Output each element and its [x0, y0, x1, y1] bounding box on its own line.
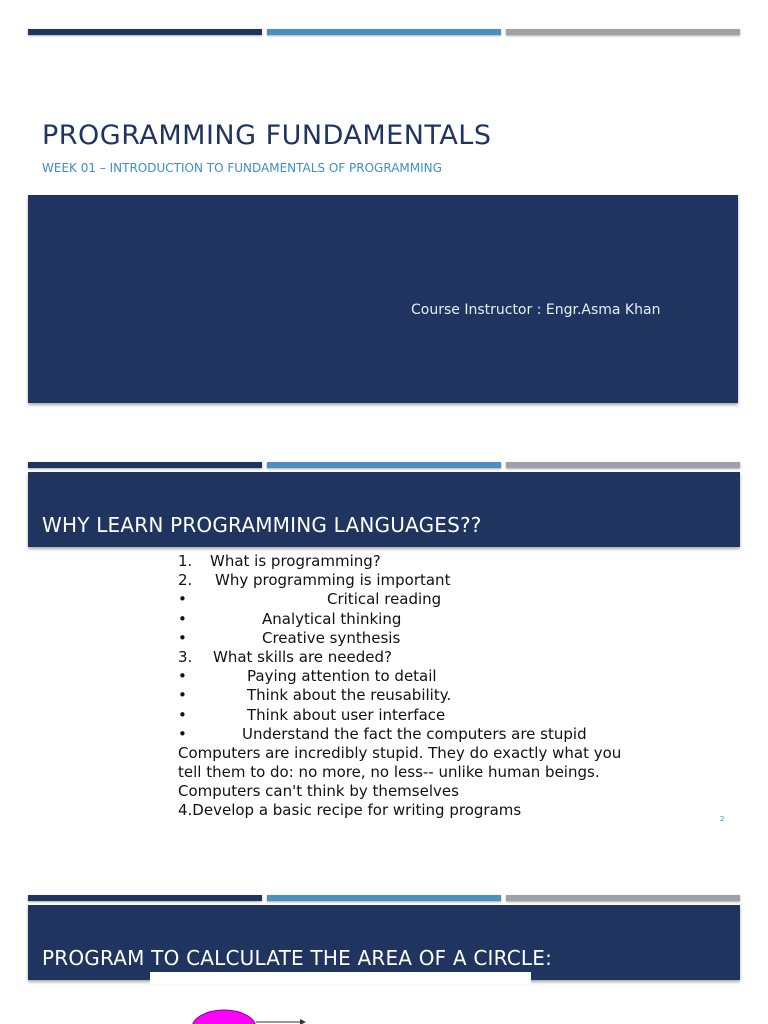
list-item-text: Creative synthesis — [262, 628, 401, 647]
bullet-marker: • — [178, 609, 187, 628]
list-item — [178, 648, 621, 667]
flowchart-start-icon — [190, 1008, 360, 1024]
list-item — [178, 744, 621, 763]
bullet-marker: • — [178, 686, 187, 705]
list-item — [178, 590, 621, 609]
list-item-text: Understand the fact the computers are stupid — [242, 724, 587, 743]
accent-bar-navy — [28, 29, 262, 35]
list-item-text: Computers are incredibly stupid. They do exactly what you — [178, 743, 622, 762]
list-item-text: What is programming? — [210, 552, 381, 570]
list-item — [178, 667, 621, 686]
list-item-text: tell them to do: no more, no less-- unlike human beings. — [178, 763, 600, 782]
list-item — [178, 686, 621, 705]
slide-heading: WHY LEARN PROGRAMMING LANGUAGES?? — [42, 513, 482, 537]
list-item — [178, 571, 621, 590]
list-item-text: Critical reading — [327, 590, 442, 609]
accent-bar-navy — [28, 895, 262, 901]
slide-subtitle: WEEK 01 – INTRODUCTION TO FUNDAMENTALS OF PROGRAMMING — [42, 161, 442, 175]
bullet-marker: • — [178, 724, 187, 743]
list-item — [178, 552, 621, 571]
list-item-text: Paying attention to detail — [247, 667, 437, 686]
list-item — [178, 763, 621, 782]
bullet-marker: • — [178, 705, 187, 724]
list-item — [178, 610, 621, 629]
bullet-marker: • — [178, 590, 187, 609]
list-item-text: Analytical thinking — [262, 609, 402, 628]
list-item-text: 4.Develop a basic recipe for writing programs — [178, 801, 522, 820]
bullet-marker: • — [178, 628, 187, 647]
accent-bar-blue — [267, 29, 501, 35]
list-marker: 3. — [178, 647, 193, 666]
list-item-text: Think about the reusability. — [247, 686, 452, 705]
course-instructor: Course Instructor : Engr.Asma Khan — [411, 302, 661, 318]
page-number: 2 — [720, 815, 725, 823]
list-marker: 1. — [178, 552, 193, 570]
list-marker: 2. — [178, 571, 193, 590]
title-banner — [28, 195, 738, 403]
list-item — [178, 801, 621, 820]
list-item-text: Why programming is important — [215, 571, 451, 590]
list-item — [178, 629, 621, 648]
slide-title: PROGRAMMING FUNDAMENTALS — [42, 120, 492, 151]
content-overlay — [150, 972, 531, 984]
accent-bar-gray — [506, 895, 740, 901]
list-item — [178, 706, 621, 725]
accent-bar-blue — [267, 462, 501, 468]
accent-bar-gray — [506, 29, 740, 35]
accent-bar-blue — [267, 895, 501, 901]
list-item-text: Think about user interface — [247, 705, 446, 724]
bullet-marker: • — [178, 667, 187, 686]
content-list — [178, 552, 621, 821]
slide-heading: PROGRAM TO CALCULATE THE AREA OF A CIRCLE: — [42, 946, 553, 970]
list-item — [178, 782, 621, 801]
accent-bar-gray — [506, 462, 740, 468]
list-item — [178, 725, 621, 744]
flowchart-figure — [190, 1008, 360, 1024]
list-item-text: Computers can't think by themselves — [178, 782, 459, 801]
list-item-text: What skills are needed? — [213, 647, 392, 666]
accent-bar-navy — [28, 462, 262, 468]
